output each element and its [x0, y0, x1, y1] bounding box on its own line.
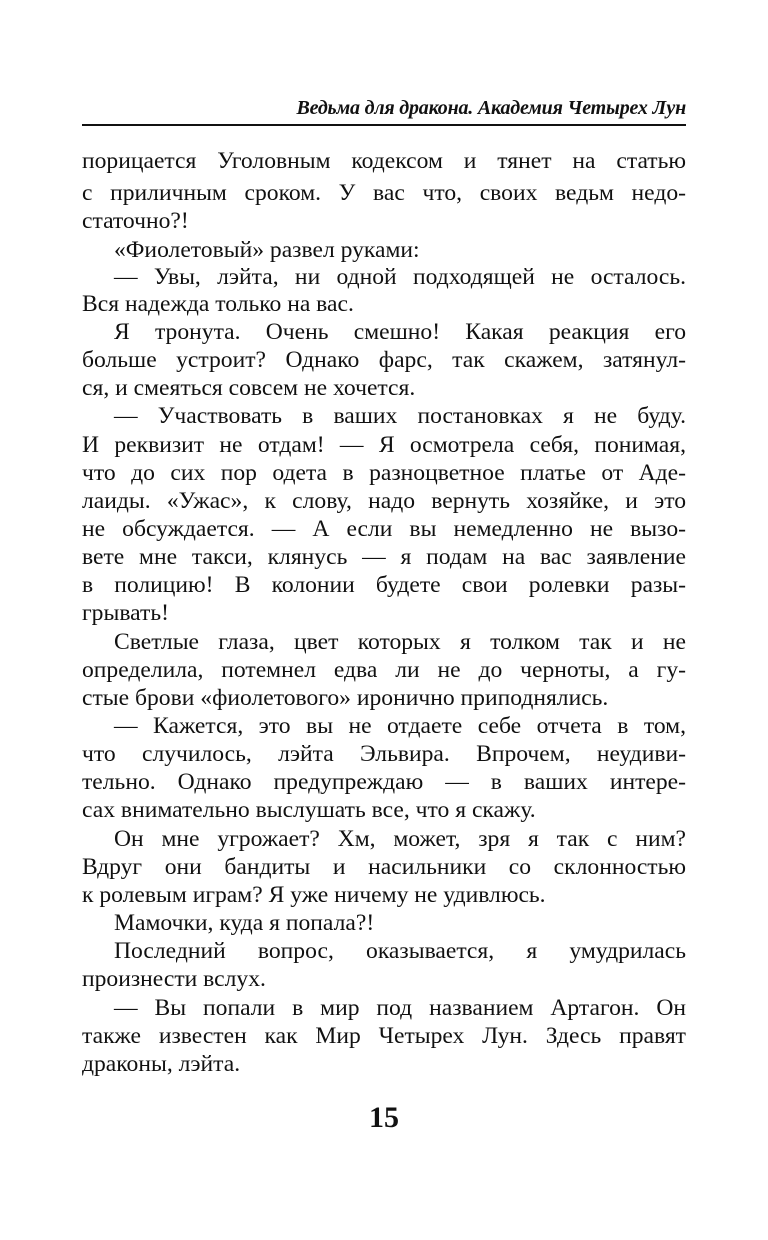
text-line: — Кажется, это вы не отдаете себе отчета в том, [114, 713, 686, 739]
text-line: Он мне угрожает? Хм, может, зря я так с ним? [114, 826, 686, 852]
text-line: Светлые глаза, цвет которых я толком так и не [114, 629, 686, 655]
text-line: — Вы попали в мир под названием Артагон. Он [114, 995, 686, 1021]
text-line: что до сих пор одета в разноцветное платье от Аде- [82, 460, 686, 486]
text-line: не обсуждается. — А если вы немедленно не вызо- [82, 516, 686, 542]
header-rule [82, 124, 686, 126]
text-line: в полицию! В колонии будете свои ролевки разы- [82, 572, 686, 598]
text-line: драконы, лэйта. [82, 1051, 241, 1077]
text-line: — Участвовать в ваших постановках я не буду. [114, 403, 686, 429]
text-line: с приличным сроком. У вас что, своих ведьм недо- [82, 180, 686, 206]
text-line: порицается Уголовным кодексом и тянет на статью [82, 148, 686, 174]
text-line: «Фиолетовый» развел руками: [114, 237, 420, 263]
text-line: стые брови «фиолетового» иронично приподнялись. [82, 685, 609, 711]
text-line: Вся надежда только на вас. [82, 291, 354, 317]
text-line: определила, потемнел едва ли не до черноты, а гу- [82, 657, 686, 683]
text-line: произнести вслух. [82, 966, 266, 992]
text-line: также известен как Мир Четырех Лун. Здесь правят [82, 1023, 686, 1049]
text-line: Мамочки, куда я попала?! [114, 910, 375, 936]
text-line: Последний вопрос, оказывается, я умудрилась [114, 938, 686, 964]
page-number: 15 [369, 1101, 399, 1134]
text-line: тельно. Однако предупреждаю — в ваших интере- [82, 769, 686, 795]
text-line: к ролевым играм? Я уже ничему не удивлюсь. [82, 882, 546, 908]
text-line: сах внимательно выслушать все, что я скажу. [82, 797, 536, 823]
running-head-title: Ведьма для дракона. Академия Четырех Лун [296, 97, 686, 119]
text-line: И реквизит не отдам! — Я осмотрела себя, понимая, [82, 432, 686, 458]
text-line: ся, и смеяться совсем не хочется. [82, 375, 416, 401]
text-line: Вдруг они бандиты и насильники со склонностью [82, 854, 686, 880]
text-line: что случилось, лэйта Эльвира. Впрочем, неудиви- [82, 741, 686, 767]
text-line: — Увы, лэйта, ни одной подходящей не осталось. [114, 264, 686, 290]
text-line: грывать! [82, 600, 169, 626]
text-line: вете мне такси, клянусь — я подам на вас заявление [82, 544, 686, 570]
text-line: Я тронута. Очень смешно! Какая реакция его [114, 319, 686, 345]
text-line: статочно?! [82, 208, 189, 234]
text-line: больше устроит? Однако фарс, так скажем, затянул- [82, 347, 686, 373]
text-line: лаиды. «Ужас», к слову, надо вернуть хозяйке, и это [82, 488, 686, 514]
